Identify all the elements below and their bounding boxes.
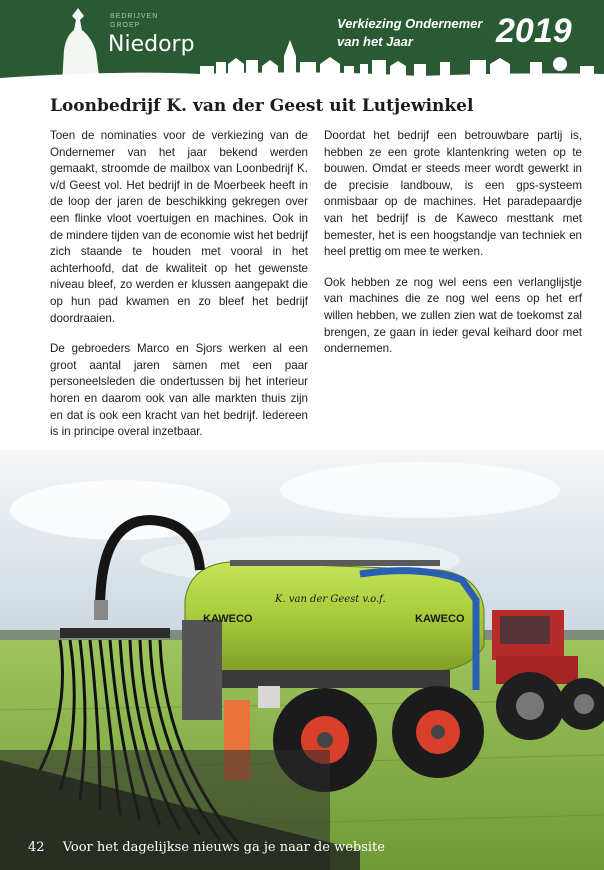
header-title: [337, 15, 482, 51]
tank-company-lettering: K. van der Geest v.o.f.: [275, 594, 386, 605]
tank-brand-left: KAWECO: [203, 613, 253, 625]
paragraph: Ook hebben ze nog wel eens een verlanglijstje van machines die ze nog wel eens op het erf willen hebben, we zullen zien wat de toekomst zal brengen, ze gaan in ieder geval keihard door met ondernemen.: [324, 275, 582, 356]
paragraph: De gebroeders Marco en Sjors werken al een groot aantal jaren samen met een paar personeelsleden die ondertussen bij het interieur horen en daarom ook van alle markten thuis zijn en dat is ook een kracht van het bedrijf. Iedereen is in principe overal inzetbaar.: [50, 342, 308, 439]
header-year: 2019: [496, 12, 572, 50]
page-number: 42: [28, 840, 45, 855]
header-title-line2: van het Jaar: [337, 34, 413, 49]
tanker-photo-illustration: [0, 450, 604, 870]
header-title-line1: Verkiezing Ondernemer: [337, 16, 483, 31]
footer-text: Voor het dagelijkse nieuws ga je naar de website: [62, 840, 385, 855]
page-footer: [28, 840, 385, 855]
article-photo: [0, 450, 604, 870]
article-headline: Loonbedrijf K. van der Geest uit Lutjewinkel: [50, 96, 474, 116]
brand-subtitle-line2: GROEP: [110, 22, 141, 29]
article-column-left: [50, 128, 308, 455]
page-header: [0, 0, 604, 84]
brand-subtitle: [110, 12, 158, 30]
article-column-right: [324, 128, 582, 372]
paragraph: Toen de nominaties voor de verkiezing van de Ondernemer van het jaar bekend werden gemaakt, stroomde de mailbox van Loonbedrijf K. v/d Geest vol. Het bedrijf in de Moerbeek heeft in de loop der jaren de beschikking gekregen over een flinke vloot voertuigen en machines. Ook in de mindere tijden van de economie wist het bedrijf zich staande te houden met vooral in het achterhoofd, dat de kwaliteit op het gewenste niveau bleef, zo werden er klussen aangepakt die op hun pad kwamen en zo bleef het bedrijf doordraaien.: [50, 129, 308, 325]
brand-name: Niedorp: [108, 32, 195, 57]
brand-subtitle-line1: BEDRIJVEN: [110, 13, 159, 20]
tank-brand-right: KAWECO: [415, 613, 465, 625]
paragraph: Doordat het bedrijf een betrouwbare partij is, hebben ze een grote klantenkring weten op te bouwen. Omdat er steeds meer wordt gewerkt in de precisie landbouw, is een gps-systeem onmisbaar op de machines. Het paradepaardje van het bedrijf is de Kaweco mesttank met bemester, het is een hoogstandje van techniek en heel prettig om mee te werken.: [324, 129, 582, 259]
